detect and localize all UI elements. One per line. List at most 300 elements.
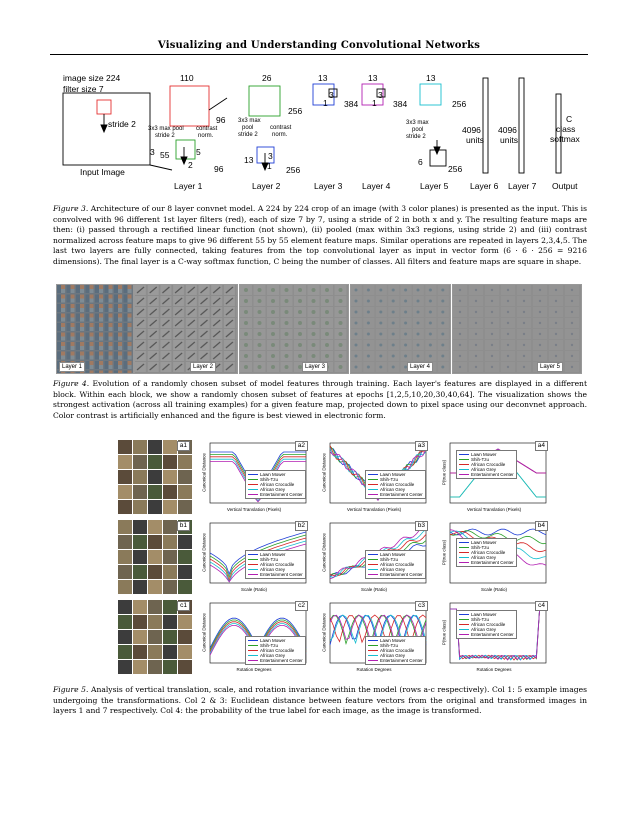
label-l1-55: 55 [160, 150, 170, 160]
legend-swatch [248, 564, 258, 565]
legend-label: Shih-Tzu [471, 457, 490, 462]
figure-4-caption [53, 379, 587, 421]
y-axis-label: Canonical Distance [201, 533, 207, 572]
legend-swatch [248, 650, 258, 651]
legend-swatch [248, 660, 258, 661]
example-image-thumb [163, 645, 177, 659]
example-image-thumb [133, 565, 147, 579]
panel-tag: c1 [177, 601, 190, 611]
label-l5-256b: 256 [448, 164, 463, 174]
example-image-thumb [133, 455, 147, 469]
example-image-thumb [148, 550, 162, 564]
legend-label: African Crocodile [380, 562, 415, 567]
strip-label-layer3: Layer 3 [302, 362, 328, 372]
legend-label: Lawn Mower [471, 452, 497, 457]
legend-label: African Crocodile [260, 648, 295, 653]
example-image-thumb [163, 485, 177, 499]
y-axis-label: P(true class) [441, 459, 447, 486]
label-l3-3: 3 [329, 90, 334, 100]
example-image-thumb [148, 470, 162, 484]
label-l5-256: 256 [452, 99, 467, 109]
example-image-thumb [178, 580, 192, 594]
legend-swatch [368, 559, 378, 560]
example-image-thumb [163, 615, 177, 629]
example-image-thumb [163, 565, 177, 579]
example-image-thumb [118, 500, 132, 514]
example-image-thumb [178, 550, 192, 564]
legend-label: African Grey [471, 555, 497, 560]
plot-b2 [198, 520, 310, 596]
example-image-thumb [148, 455, 162, 469]
legend-label: Entertainment Center [260, 658, 303, 663]
example-image-thumb [178, 565, 192, 579]
example-image-thumb [133, 550, 147, 564]
y-axis-label: Canonical Distance [201, 613, 207, 652]
x-axis-label: Rotation Degrees [356, 667, 392, 672]
example-image-thumb [178, 660, 192, 674]
plot-legend [245, 470, 306, 499]
label-l4-384: 384 [393, 99, 408, 109]
panel-tag: c4 [535, 601, 548, 611]
plot-a3 [318, 440, 430, 516]
legend-label: African Crocodile [260, 562, 295, 567]
label-input-image: Input Image [80, 167, 125, 177]
example-image-thumb [133, 485, 147, 499]
label-l4-fm: 13 [368, 73, 378, 83]
figure-5-caption [53, 685, 587, 717]
legend-label: African Crocodile [471, 462, 506, 467]
legend-label: Shih-Tzu [260, 477, 279, 482]
example-image-thumb [133, 645, 147, 659]
label-output: Output [552, 181, 578, 191]
legend-swatch [248, 569, 258, 570]
x-axis-label: Vertical Translation (Pixels) [346, 507, 402, 512]
label-l1-3: 3 [150, 147, 155, 157]
example-images-a1 [118, 440, 192, 514]
panel-tag: b2 [295, 521, 308, 531]
label-l1-96b: 96 [214, 164, 224, 174]
legend-swatch [459, 614, 469, 615]
legend-entry [368, 658, 423, 663]
legend-swatch [459, 634, 469, 635]
legend-swatch [368, 479, 378, 480]
x-axis-label: Vertical Translation (Pixels) [226, 507, 282, 512]
layer4-feature-strip [350, 284, 451, 374]
label-l5-6: 6 [418, 157, 423, 167]
legend-swatch [459, 624, 469, 625]
legend-entry [459, 472, 514, 477]
caption-label: Figure 5. [53, 685, 89, 694]
legend-label: Lawn Mower [380, 472, 406, 477]
legend-label: Entertainment Center [471, 560, 514, 565]
label-l1-stride: stride 2 [155, 133, 175, 139]
y-axis-label: Canonical Distance [321, 533, 327, 572]
layer2-feature-strip [134, 284, 238, 374]
legend-label: Shih-Tzu [260, 643, 279, 648]
legend-swatch [459, 469, 469, 470]
panel-tag: a4 [535, 441, 548, 451]
y-axis-label: Canonical Distance [201, 453, 207, 492]
label-l5-fm: 13 [426, 73, 436, 83]
example-image-thumb [133, 615, 147, 629]
example-image-thumb [163, 550, 177, 564]
example-image-thumb [148, 565, 162, 579]
legend-swatch [248, 474, 258, 475]
strip-label-layer2: Layer 2 [190, 362, 216, 372]
legend-swatch [368, 564, 378, 565]
example-image-thumb [118, 565, 132, 579]
example-image-thumb [163, 600, 177, 614]
label-l1-5a: 5 [196, 147, 201, 157]
label-l3-1: 1 [323, 98, 328, 108]
y-axis-label: P(true class) [441, 539, 447, 566]
legend-label: African Crocodile [380, 482, 415, 487]
legend-label: African Grey [260, 653, 286, 658]
legend-swatch [368, 489, 378, 490]
legend-entry [248, 492, 303, 497]
example-image-thumb [133, 580, 147, 594]
label-layer4: Layer 4 [362, 181, 391, 191]
plot-a4 [438, 440, 550, 516]
legend-label: Shih-Tzu [380, 643, 399, 648]
legend-swatch [459, 552, 469, 553]
panel-tag: a1 [177, 441, 190, 451]
plot-legend [456, 610, 517, 639]
example-image-thumb [118, 520, 132, 534]
caption-label: Figure 4. [53, 379, 90, 388]
caption-body: Evolution of a randomly chosen subset of model features through training. Each layer's features are displayed in a different block. Within each block, we show a randomly chosen subset of features at epochs [1,2,5,10,20,30,40,64]. The visualization shows the strongest activation (across all training examples) for a given feature map, projected down to pixel space using our deconvnet approach. Color contrast is artificially enhanced and the figure is best viewed in electronic form. [53, 379, 587, 420]
legend-label: Lawn Mower [471, 612, 497, 617]
example-image-thumb [163, 500, 177, 514]
legend-swatch [368, 569, 378, 570]
example-image-thumb [118, 645, 132, 659]
legend-label: Lawn Mower [380, 552, 406, 557]
plot-legend [365, 470, 426, 499]
label-l1-pool: 3x3 max pool [148, 126, 184, 132]
example-image-thumb [163, 660, 177, 674]
example-image-thumb [148, 520, 162, 534]
legend-label: African Crocodile [380, 648, 415, 653]
legend-label: Entertainment Center [380, 658, 423, 663]
example-image-thumb [118, 440, 132, 454]
label-l4-3: 3 [378, 90, 383, 100]
layer3-feature-strip [239, 284, 349, 374]
legend-label: African Crocodile [260, 482, 295, 487]
legend-label: African Grey [380, 567, 406, 572]
legend-label: Shih-Tzu [380, 477, 399, 482]
layer1-feature-grid [57, 285, 133, 373]
legend-label: Entertainment Center [380, 492, 423, 497]
label-l2-norm: norm. [272, 132, 288, 138]
label-l7-units: 4096 [498, 125, 517, 135]
plot-c3 [318, 600, 430, 676]
legend-label: African Crocodile [471, 550, 506, 555]
legend-swatch [459, 547, 469, 548]
example-image-thumb [178, 455, 192, 469]
plot-legend [456, 450, 517, 479]
strip-label-layer1: Layer 1 [59, 362, 85, 372]
label-l2-depth: 256 [288, 106, 303, 116]
example-image-thumb [163, 535, 177, 549]
example-image-thumb [178, 645, 192, 659]
example-image-thumb [178, 470, 192, 484]
label-l2-fm: 26 [262, 73, 272, 83]
plot-legend [456, 538, 517, 567]
legend-label: Entertainment Center [471, 632, 514, 637]
legend-swatch [248, 479, 258, 480]
plot-legend [245, 550, 306, 579]
caption-body: Architecture of our 8 layer convnet model. A 224 by 224 crop of an image (with 3 color planes) is presented as the input. This is convolved with 96 different 1st layer filters (red), each of size 7 by 7, using a stride of 2 in both x and y. The resulting feature maps are then: (i) passed through a rectified linear function (not shown), (ii) pooled (max within 3x3 regions, using stride 2) and (iii) contrast normalized across feature maps to give 96 different 55 by 55 element feature maps. Similar operations are repeated in layers 2,3,4,5. The last two layers are fully connected, taking features from the top convolutional layer as input in vector form (6 · 6 · 256 = 9216 dimensions). The final layer is a C-way softmax function, C being the number of classes. All filters and feature maps are square in shape. [53, 204, 587, 266]
legend-swatch [368, 574, 378, 575]
layer5-feature-grid [453, 285, 581, 373]
example-image-thumb [163, 440, 177, 454]
panel-tag: b3 [415, 521, 428, 531]
x-axis-label: Scale (Ratio) [360, 587, 387, 592]
plot-b3 [318, 520, 430, 596]
figure-3-architecture [0, 0, 638, 200]
label-l2-256b: 256 [286, 165, 301, 175]
legend-label: African Grey [380, 653, 406, 658]
label-layer2: Layer 2 [252, 181, 281, 191]
label-l5-pool2: pool [412, 127, 424, 133]
label-l2-contrast: contrast [270, 125, 292, 131]
legend-swatch [459, 459, 469, 460]
label-stride: stride 2 [108, 119, 136, 129]
label-l5-stride: stride 2 [406, 134, 426, 140]
legend-swatch [248, 554, 258, 555]
plot-legend [365, 550, 426, 579]
legend-swatch [368, 484, 378, 485]
panel-tag: b4 [535, 521, 548, 531]
caption-body: Analysis of vertical translation, scale, and rotation invariance within the model (rows a-c respectively). Col 1: 5 example images undergoing the transformations. Col 2 & 3: Euclidean distance between feature vectors from the original and transformed images in layers 1 and 7 respectively. Col 4: the probability of the true label for each image, as the image is transformed. [53, 685, 587, 716]
label-l2-1: 1 [267, 161, 272, 171]
label-layer7: Layer 7 [508, 181, 537, 191]
example-image-thumb [118, 455, 132, 469]
example-image-thumb [163, 470, 177, 484]
panel-tag: b1 [177, 521, 190, 531]
legend-swatch [459, 619, 469, 620]
legend-label: Shih-Tzu [471, 617, 490, 622]
legend-label: Lawn Mower [471, 540, 497, 545]
example-image-thumb [133, 535, 147, 549]
label-image-size: image size 224 [63, 73, 121, 83]
example-image-thumb [148, 600, 162, 614]
example-image-thumb [148, 615, 162, 629]
example-image-thumb [148, 630, 162, 644]
legend-swatch [459, 562, 469, 563]
legend-swatch [248, 574, 258, 575]
label-l1-fm: 110 [180, 73, 194, 83]
x-axis-label: Rotation Degrees [236, 667, 272, 672]
label-layer5: Layer 5 [420, 181, 449, 191]
example-image-thumb [148, 485, 162, 499]
label-filter-size: filter size 7 [63, 84, 104, 94]
plot-legend [365, 636, 426, 665]
example-image-thumb [133, 630, 147, 644]
label-layer3: Layer 3 [314, 181, 343, 191]
example-image-thumb [133, 520, 147, 534]
legend-swatch [248, 559, 258, 560]
y-axis-label: Canonical Distance [321, 453, 327, 492]
legend-swatch [248, 489, 258, 490]
x-axis-label: Scale (Ratio) [480, 587, 507, 592]
label-l6-units2: units [466, 135, 484, 145]
example-image-thumb [148, 645, 162, 659]
plot-b4 [438, 520, 550, 596]
legend-label: Shih-Tzu [471, 545, 490, 550]
layer4-feature-grid [351, 285, 450, 373]
example-image-thumb [118, 470, 132, 484]
strip-label-layer5: Layer 5 [537, 362, 563, 372]
label-l3-fm: 13 [318, 73, 328, 83]
legend-swatch [368, 554, 378, 555]
legend-swatch [248, 484, 258, 485]
label-l1-norm: norm. [198, 133, 214, 139]
legend-swatch [459, 464, 469, 465]
example-image-thumb [133, 500, 147, 514]
example-image-thumb [133, 440, 147, 454]
example-image-thumb [163, 520, 177, 534]
plot-legend [245, 636, 306, 665]
example-image-thumb [148, 440, 162, 454]
panel-tag: c2 [295, 601, 308, 611]
example-image-thumb [163, 455, 177, 469]
layer2-feature-grid [135, 285, 237, 373]
legend-label: Entertainment Center [380, 572, 423, 577]
legend-label: Entertainment Center [260, 492, 303, 497]
label-layer6: Layer 6 [470, 181, 499, 191]
legend-swatch [248, 645, 258, 646]
x-axis-label: Vertical Translation (Pixels) [466, 507, 522, 512]
x-axis-label: Rotation Degrees [476, 667, 512, 672]
strip-label-layer4: Layer 4 [407, 362, 433, 372]
example-image-thumb [118, 600, 132, 614]
legend-swatch [248, 494, 258, 495]
running-header: Visualizing and Understanding Convolutional Networks [157, 40, 481, 51]
example-image-thumb [118, 485, 132, 499]
example-image-thumb [148, 535, 162, 549]
example-image-thumb [118, 580, 132, 594]
legend-swatch [459, 542, 469, 543]
example-image-thumb [178, 500, 192, 514]
legend-label: African Grey [260, 567, 286, 572]
example-image-thumb [118, 615, 132, 629]
example-image-thumb [178, 630, 192, 644]
legend-swatch [368, 640, 378, 641]
label-out-softmax: softmax [550, 134, 580, 144]
legend-label: Lawn Mower [260, 638, 286, 643]
layer3-feature-grid [240, 285, 348, 373]
legend-label: Lawn Mower [380, 638, 406, 643]
example-image-thumb [178, 535, 192, 549]
caption-label: Figure 3. [53, 204, 89, 213]
legend-label: Lawn Mower [260, 472, 286, 477]
label-l2-pool2: pool [242, 125, 254, 131]
x-axis-label: Scale (Ratio) [240, 587, 267, 592]
label-l1-2: 2 [188, 160, 193, 170]
label-l6-units: 4096 [462, 125, 481, 135]
label-layer1: Layer 1 [174, 181, 203, 191]
legend-swatch [248, 640, 258, 641]
layer1-feature-strip [56, 284, 134, 374]
panel-tag: a3 [415, 441, 428, 451]
legend-label: African Grey [471, 467, 497, 472]
example-image-thumb [133, 600, 147, 614]
label-l4-1: 1 [372, 98, 377, 108]
label-l1-contrast: contrast [196, 126, 218, 132]
legend-swatch [459, 557, 469, 558]
y-axis-label: Canonical Distance [321, 613, 327, 652]
plot-c4 [438, 600, 550, 676]
legend-swatch [368, 660, 378, 661]
panel-tag: a2 [295, 441, 308, 451]
legend-swatch [368, 650, 378, 651]
y-axis-label: P(true class) [441, 619, 447, 646]
legend-swatch [368, 645, 378, 646]
label-l7-units2: units [500, 135, 518, 145]
plot-c2 [198, 600, 310, 676]
legend-label: African Grey [260, 487, 286, 492]
example-image-thumb [118, 630, 132, 644]
legend-label: Entertainment Center [260, 572, 303, 577]
legend-swatch [368, 474, 378, 475]
legend-label: African Crocodile [471, 622, 506, 627]
example-images-b1 [118, 520, 192, 594]
example-image-thumb [148, 660, 162, 674]
legend-label: African Grey [380, 487, 406, 492]
legend-entry [248, 658, 303, 663]
layer5-feature-strip [452, 284, 582, 374]
plot-a2 [198, 440, 310, 516]
figure-3-caption [53, 204, 587, 268]
example-image-thumb [163, 580, 177, 594]
panel-tag: c3 [415, 601, 428, 611]
legend-swatch [368, 494, 378, 495]
label-l2-3a: 3 [268, 151, 273, 161]
legend-entry [248, 572, 303, 577]
example-image-thumb [118, 660, 132, 674]
legend-swatch [459, 474, 469, 475]
example-image-thumb [148, 500, 162, 514]
label-l2-stride: stride 2 [238, 132, 258, 138]
legend-label: Lawn Mower [260, 552, 286, 557]
legend-label: Entertainment Center [471, 472, 514, 477]
example-image-thumb [148, 580, 162, 594]
example-image-thumb [178, 485, 192, 499]
label-l2-pool: 3x3 max [238, 118, 261, 124]
example-image-thumb [178, 615, 192, 629]
label-l5-pool: 3x3 max [406, 120, 429, 126]
legend-swatch [459, 454, 469, 455]
legend-swatch [459, 629, 469, 630]
legend-entry [459, 560, 514, 565]
example-image-thumb [133, 470, 147, 484]
legend-swatch [248, 655, 258, 656]
legend-entry [368, 492, 423, 497]
example-image-thumb [163, 630, 177, 644]
legend-label: Shih-Tzu [260, 557, 279, 562]
legend-label: African Grey [471, 627, 497, 632]
legend-entry [368, 572, 423, 577]
label-l3-384: 384 [344, 99, 359, 109]
legend-entry [459, 632, 514, 637]
legend-label: Shih-Tzu [380, 557, 399, 562]
example-image-thumb [118, 535, 132, 549]
label-l2-13: 13 [244, 155, 254, 165]
example-images-c1 [118, 600, 192, 674]
example-image-thumb [118, 550, 132, 564]
label-out-class: class [556, 124, 576, 134]
